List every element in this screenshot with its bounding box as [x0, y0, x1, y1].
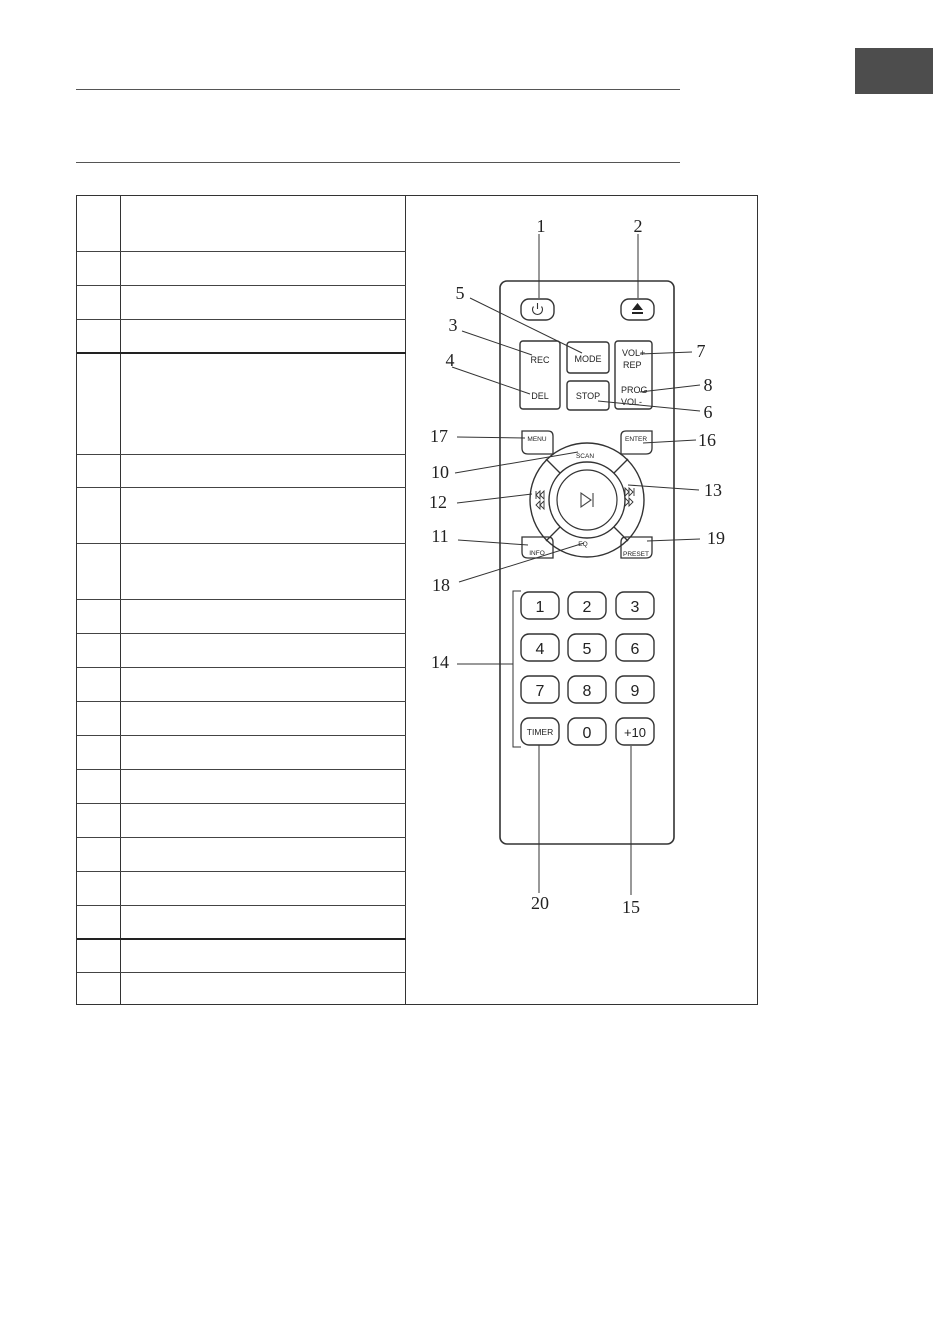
table-row: [77, 487, 406, 488]
callout-19: 19: [707, 528, 725, 548]
leader-lines: [452, 234, 700, 895]
callout-7: 7: [696, 341, 706, 361]
next-icon: [625, 488, 634, 506]
digit-8-label: 8: [582, 683, 592, 700]
table-row: [77, 938, 406, 940]
callout-20: 20: [531, 893, 549, 913]
digit-4-label: 4: [535, 641, 545, 658]
table-row: [77, 454, 406, 455]
mode-label: MODE: [574, 354, 602, 364]
plus10-label: +10: [623, 725, 647, 740]
remote-control-figure: [405, 196, 756, 1004]
digit-2-label: 2: [582, 599, 592, 616]
digit-6-label: 6: [630, 641, 640, 658]
callout-2: 2: [633, 216, 643, 236]
rec-label: REC: [530, 355, 550, 365]
table-row: [77, 319, 406, 320]
table-row: [77, 633, 406, 634]
play-pause-button: [557, 470, 617, 530]
table-row: [77, 803, 406, 804]
callout-1: 1: [536, 216, 546, 236]
digit-3-label: 3: [630, 599, 640, 616]
remote-body: [500, 281, 674, 844]
table-row: [77, 871, 406, 872]
remote-control-drawing: [405, 196, 756, 1004]
description-column: [121, 196, 406, 1004]
previous-icon: [536, 491, 544, 509]
vol-plus-label: VOL+: [622, 348, 646, 358]
preset-label: PRESET: [622, 551, 650, 558]
callout-15: 15: [622, 897, 640, 917]
table-row: [77, 599, 406, 600]
callout-8: 8: [703, 375, 713, 395]
table-row: [77, 735, 406, 736]
callout-10: 10: [431, 462, 449, 482]
callout-6: 6: [703, 402, 713, 422]
callout-16: 16: [698, 430, 716, 450]
stop-label: STOP: [575, 391, 601, 401]
keypad-bracket: [513, 591, 521, 747]
table-row: [77, 837, 406, 838]
callout-13: 13: [704, 480, 722, 500]
table-row: [77, 972, 406, 973]
second-rule: [76, 162, 680, 163]
scan-label: SCAN: [575, 453, 595, 460]
menu-label: MENU: [527, 436, 547, 443]
table-row: [77, 543, 406, 544]
del-label: DEL: [531, 391, 549, 401]
digit-9-label: 9: [630, 683, 640, 700]
power-button: [521, 299, 554, 320]
digit-7-label: 7: [535, 683, 545, 700]
table-row: [77, 251, 406, 252]
play-pause-icon: [581, 493, 593, 507]
eject-icon: [632, 303, 643, 314]
table-row: [77, 905, 406, 906]
rep-label: REP: [623, 360, 642, 370]
digit-1-label: 1: [535, 599, 545, 616]
enter-label: ENTER: [624, 436, 648, 443]
info-label: INFO: [529, 550, 545, 557]
table-row: [77, 701, 406, 702]
digit-5-label: 5: [582, 641, 592, 658]
language-tab[interactable]: [855, 48, 933, 94]
callout-18: 18: [432, 575, 450, 595]
timer-label: TIMER: [526, 727, 554, 737]
digit-0-label: 0: [582, 725, 592, 742]
callout-11: 11: [431, 526, 449, 546]
vol-minus-label: VOL-: [621, 397, 643, 407]
callout-5: 5: [455, 283, 465, 303]
number-column: [77, 196, 121, 1004]
table-row: [77, 769, 406, 770]
callout-3: 3: [448, 315, 458, 335]
callout-17: 17: [430, 426, 448, 446]
callout-14: 14: [431, 652, 449, 672]
callout-12: 12: [429, 492, 447, 512]
power-icon: [533, 303, 543, 315]
prog-label: PROG: [621, 385, 648, 395]
eq-label: EQ: [578, 541, 588, 548]
table-row: [77, 285, 406, 286]
top-rule: [76, 89, 680, 90]
callout-4: 4: [445, 350, 455, 370]
table-row: [77, 352, 406, 354]
table-row: [77, 667, 406, 668]
